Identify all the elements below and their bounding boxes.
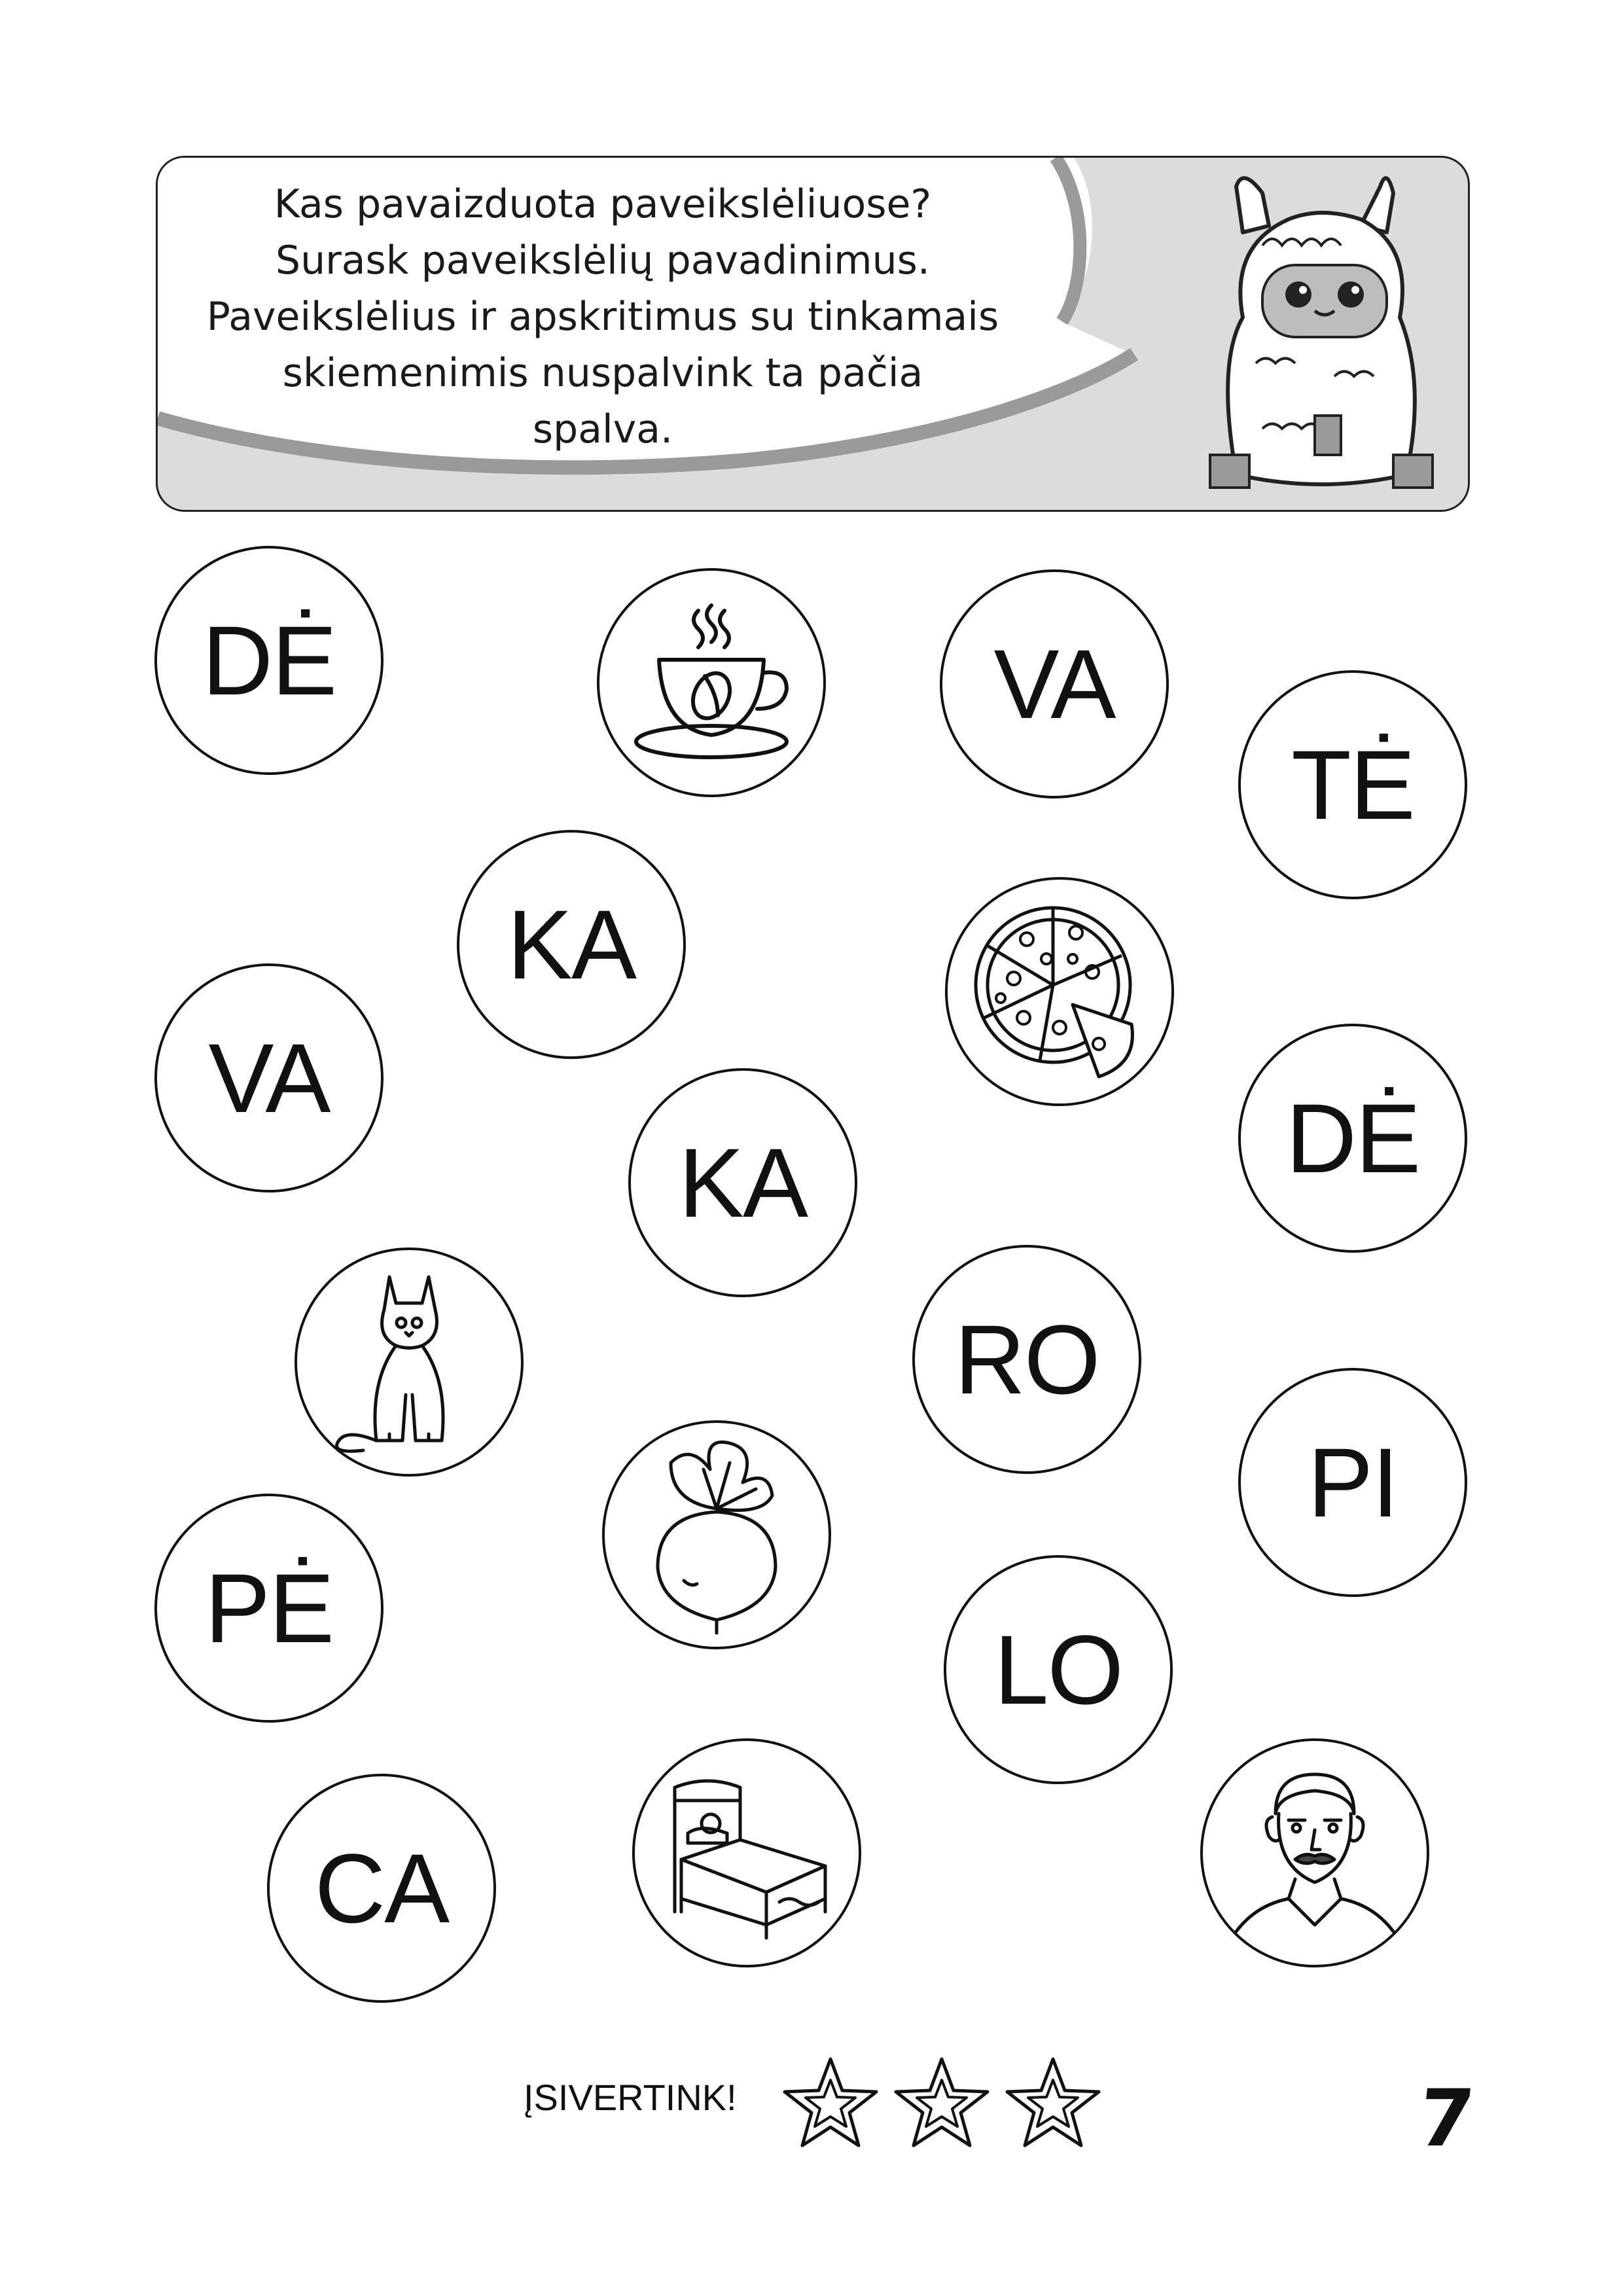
star-icon[interactable] [893, 2054, 991, 2152]
picture-circle-pizza[interactable] [945, 877, 1174, 1106]
star-icon[interactable] [781, 2054, 880, 2152]
alpaca-mascot-icon [1190, 167, 1452, 507]
page-number: 7 [1414, 2073, 1478, 2164]
instruction-line: Surask paveikslėlių pavadinimus. [276, 238, 930, 283]
syllable-circle-ro[interactable] [912, 1245, 1141, 1474]
picture-circle-grandfather[interactable] [1200, 1738, 1429, 1967]
instruction-banner [156, 156, 1470, 512]
instruction-line: Paveikslėlius ir apskritimus su tinkamais [206, 294, 999, 340]
syllable-text: LO [993, 1615, 1123, 1725]
syllable-text: DĖ [1285, 1083, 1420, 1193]
grandfather-icon [1217, 1755, 1413, 1951]
pizza-icon [961, 893, 1158, 1090]
instruction-line: Kas pavaizduota paveikslėliuose? [274, 181, 932, 227]
syllable-circle-lo[interactable] [944, 1555, 1173, 1784]
bed-icon [649, 1761, 845, 1945]
instruction-line: spalva. [532, 406, 673, 452]
syllable-text: KA [507, 889, 636, 999]
syllable-circle-te[interactable] [1238, 670, 1467, 899]
picture-circle-beet[interactable] [602, 1420, 831, 1649]
syllable-text: TĖ [1291, 730, 1414, 840]
picture-circle-bed[interactable] [632, 1738, 861, 1967]
syllable-circle-de[interactable] [1238, 1024, 1467, 1253]
syllable-circle-ka[interactable] [457, 830, 686, 1059]
star-icon[interactable] [1004, 2054, 1102, 2152]
instruction-line: skiemenimis nuspalvink ta pačia [282, 350, 923, 396]
picture-circle-coffee[interactable] [597, 568, 826, 797]
coffee-cup-icon [626, 598, 796, 768]
syllable-text: RO [954, 1304, 1099, 1414]
cat-icon [324, 1264, 494, 1460]
syllable-circle-va[interactable] [940, 569, 1169, 798]
syllable-text: VA [993, 629, 1115, 739]
syllable-circle-pi[interactable] [1238, 1368, 1467, 1597]
syllable-circle-va[interactable] [154, 963, 383, 1193]
syllable-text: CA [314, 1833, 449, 1943]
syllable-text: DĖ [202, 605, 336, 715]
syllable-text: PĖ [204, 1553, 334, 1663]
self-assess-label: ĮSIVERTINK! [524, 2077, 737, 2118]
syllable-circle-ka[interactable] [628, 1068, 857, 1297]
instruction-text [158, 176, 1048, 457]
syllable-text: VA [208, 1023, 330, 1133]
syllable-text: KA [678, 1128, 808, 1238]
syllable-circle-ca[interactable] [267, 1774, 496, 2003]
beet-icon [632, 1430, 802, 1640]
syllable-circle-de[interactable] [154, 546, 383, 775]
picture-circle-cat[interactable] [294, 1247, 524, 1477]
syllable-circle-pe[interactable] [154, 1494, 383, 1723]
syllable-text: PI [1308, 1427, 1398, 1537]
